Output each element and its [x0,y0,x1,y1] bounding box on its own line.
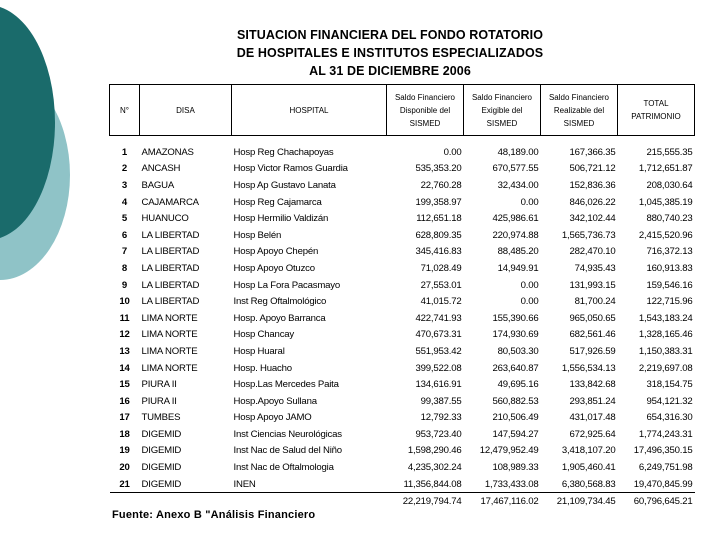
row-disponible: 41,015.72 [420,296,462,308]
row-total: 2,415,520.96 [638,229,693,241]
row-exigible: 0.00 [520,196,539,208]
header-disponible: Saldo Financiero Disponible del SISMED [387,85,464,136]
row-number: 18 [119,428,130,440]
row-number: 12 [119,329,130,341]
table-row [110,161,695,178]
row-disa: AMAZONAS [141,146,194,158]
row-exigible: 1,733,433.08 [484,478,539,490]
row-number: 19 [119,445,130,457]
row-exigible: 0.00 [520,279,539,291]
table-body [110,136,695,493]
row-disa: DIGEMID [141,478,182,490]
total-patrimonio: 60,796,645.21 [618,493,695,510]
row-realizable: 846,026.22 [569,196,616,208]
row-disa: LIMA NORTE [141,362,198,374]
row-disa: LIMA NORTE [141,312,198,324]
row-hospital: Hosp Victor Ramos Guardia [233,163,348,175]
row-exigible: 12,479,952.49 [479,445,539,457]
row-hospital: INEN [233,478,256,490]
row-disa: PIURA II [141,379,177,391]
header-disa: DISA [140,85,232,136]
row-total: 160,913.83 [646,262,693,274]
total-disponible: 22,219,794.74 [387,493,464,510]
table-row [110,277,695,294]
row-total: 716,372.13 [646,246,693,258]
row-disponible: 12,792.33 [420,412,462,424]
total-realizable: 21,109,734.45 [541,493,618,510]
row-hospital: Hosp Reg Chachapoyas [233,146,334,158]
header-hospital: HOSPITAL [232,85,387,136]
table-row [110,244,695,261]
title-line-2: DE HOSPITALES E INSTITUTOS ESPECIALIZADOS [236,46,544,60]
table-row [110,443,695,460]
row-exigible: 560,882.53 [492,395,539,407]
total-exigible: 17,467,116.02 [464,493,541,510]
row-disponible: 27,553.01 [420,279,462,291]
table-header-row [110,85,695,136]
row-total: 318,154.75 [646,379,693,391]
row-hospital: Hosp Reg Cajamarca [233,196,322,208]
row-total: 1,543,183.24 [638,312,693,324]
row-realizable: 293,851.24 [569,395,616,407]
row-realizable: 1,905,460.41 [561,462,616,474]
row-hospital: Hosp Apoyo JAMO [233,412,312,424]
row-hospital: Hosp Ap Gustavo Lanata [233,179,336,191]
row-disponible: 4,235,302.24 [407,462,462,474]
row-exigible: 263,640.87 [492,362,539,374]
row-disa: DIGEMID [141,462,182,474]
row-disa: CAJAMARCA [141,196,199,208]
table-row [110,136,695,161]
table-row [110,376,695,393]
header-exigible: Saldo Financiero Exigible del SISMED [464,85,541,136]
table-row [110,327,695,344]
row-total: 1,328,165.46 [638,329,693,341]
row-hospital: Hosp. Huacho [233,362,292,374]
row-disa: LIMA NORTE [141,329,198,341]
row-realizable: 506,721.12 [569,163,616,175]
header-total: TOTAL PATRIMONIO [618,85,695,136]
table-row [110,227,695,244]
row-realizable: 682,561.46 [569,329,616,341]
row-hospital: Inst Ciencias Neurológicas [233,428,342,440]
header-realizable: Saldo Financiero Realizable del SISMED [541,85,618,136]
row-realizable: 167,366.35 [569,146,616,158]
row-total: 208,030.64 [646,179,693,191]
row-hospital: Hosp.Las Mercedes Paita [233,379,339,391]
row-number: 10 [119,296,130,308]
row-realizable: 74,935.43 [574,262,616,274]
row-total: 215,555.35 [646,146,693,158]
row-disponible: 628,809.35 [415,229,462,241]
row-exigible: 108,989.33 [492,462,539,474]
header-n: N° [110,85,140,136]
row-disponible: 535,353.20 [415,163,462,175]
table-row [110,459,695,476]
row-hospital: Hosp Belén [233,229,282,241]
row-hospital: Hosp Apoyo Otuzco [233,262,315,274]
row-number: 9 [121,279,128,291]
row-number: 3 [121,179,128,191]
row-total: 159,546.16 [646,279,693,291]
row-total: 1,150,383.31 [638,345,693,357]
table-row [110,360,695,377]
row-exigible: 670,577.55 [492,163,539,175]
row-total: 880,740.23 [646,213,693,225]
row-disponible: 422,741.93 [415,312,462,324]
row-exigible: 155,390.66 [492,312,539,324]
row-disa: LA LIBERTAD [141,246,200,258]
table-row [110,393,695,410]
row-exigible: 48,189.00 [497,146,539,158]
row-exigible: 425,986.61 [492,213,539,225]
row-exigible: 174,930.69 [492,329,539,341]
row-number: 1 [121,146,128,158]
row-disponible: 22,760.28 [420,179,462,191]
row-disponible: 99,387.55 [420,395,462,407]
row-exigible: 210,506.49 [492,412,539,424]
row-disponible: 199,358.97 [415,196,462,208]
row-number: 8 [121,262,128,274]
row-hospital: Hosp Apoyo Chepén [233,246,319,258]
row-number: 7 [121,246,128,258]
totals-row [110,493,695,510]
row-hospital: Hosp.Apoyo Sullana [233,395,317,407]
row-number: 16 [119,395,130,407]
row-disa: BAGUA [141,179,175,191]
row-disponible: 345,416.83 [415,246,462,258]
row-total: 1,774,243.31 [638,428,693,440]
row-total: 1,712,651.87 [638,163,693,175]
row-number: 6 [121,229,128,241]
row-hospital: Inst Nac de Salud del Niño [233,445,342,457]
row-number: 5 [121,213,128,225]
row-disponible: 0.00 [443,146,462,158]
row-disponible: 71,028.49 [420,262,462,274]
row-disa: DIGEMID [141,428,182,440]
row-exigible: 32,434.00 [497,179,539,191]
table-row [110,177,695,194]
row-number: 17 [119,412,130,424]
table-row [110,260,695,277]
row-hospital: Hosp Huaral [233,345,285,357]
row-realizable: 131,993.15 [569,279,616,291]
table-row [110,293,695,310]
row-total: 954,121.32 [646,395,693,407]
row-total: 19,470,845.99 [633,478,693,490]
row-realizable: 152,836.36 [569,179,616,191]
row-disponible: 470,673.31 [415,329,462,341]
row-hospital: Hosp. Apoyo Barranca [233,312,326,324]
source-note: Fuente: Anexo B "Análisis Financiero [112,509,316,521]
row-disponible: 953,723.40 [415,428,462,440]
table-row [110,410,695,427]
row-total: 122,715.96 [646,296,693,308]
row-total: 2,219,697.08 [638,362,693,374]
row-realizable: 282,470.10 [569,246,616,258]
row-exigible: 147,594.27 [492,428,539,440]
row-total: 6,249,751.98 [638,462,693,474]
row-realizable: 1,565,736.73 [561,229,616,241]
row-number: 11 [119,312,130,324]
table-row [110,476,695,493]
row-disa: PIURA II [141,395,177,407]
row-realizable: 133,842.68 [569,379,616,391]
row-hospital: Inst Nac de Oftalmologia [233,462,334,474]
row-disa: ANCASH [141,163,181,175]
table-row [110,310,695,327]
table-row [110,343,695,360]
row-exigible: 220,974.88 [492,229,539,241]
row-disa: HUANUCO [141,213,189,225]
row-realizable: 342,102.44 [569,213,616,225]
row-realizable: 1,556,534.13 [561,362,616,374]
row-disponible: 112,651.18 [416,213,462,225]
row-disa: LIMA NORTE [141,345,198,357]
row-realizable: 517,926.59 [569,345,616,357]
row-realizable: 672,925.64 [569,428,616,440]
row-disponible: 11,356,844.08 [403,478,462,490]
row-disa: TUMBES [141,412,181,424]
row-disa: LA LIBERTAD [141,229,200,241]
row-exigible: 80,503.30 [497,345,539,357]
row-disponible: 399,522.08 [415,362,462,374]
row-hospital: Hosp Chancay [233,329,295,341]
row-hospital: Inst Reg Oftalmológico [233,296,327,308]
row-exigible: 0.00 [520,296,539,308]
table-row [110,194,695,211]
row-disa: LA LIBERTAD [141,279,200,291]
row-total: 1,045,385.19 [638,196,693,208]
document-title [200,26,580,80]
title-line-3: AL 31 DE DICIEMBRE 2006 [309,64,471,78]
table-row [110,210,695,227]
row-total: 17,496,350.15 [633,445,693,457]
row-realizable: 431,017.48 [569,412,616,424]
row-disponible: 551,953.42 [415,345,462,357]
row-realizable: 965,050.65 [569,312,616,324]
row-realizable: 6,380,568.83 [561,478,616,490]
row-exigible: 88,485.20 [497,246,539,258]
row-number: 14 [119,362,130,374]
row-realizable: 3,418,107.20 [561,445,616,457]
row-total: 654,316.30 [646,412,693,424]
table-row [110,426,695,443]
financial-table [109,84,695,510]
row-number: 2 [121,163,128,175]
row-disa: DIGEMID [141,445,182,457]
title-line-1: SITUACION FINANCIERA DEL FONDO ROTATORIO [236,28,544,42]
row-number: 13 [119,345,130,357]
row-exigible: 14,949.91 [497,262,539,274]
row-realizable: 81,700.24 [574,296,616,308]
row-hospital: Hosp La Fora Pacasmayo [233,279,341,291]
row-hospital: Hosp Hermilio Valdizán [233,213,329,225]
row-exigible: 49,695.16 [497,379,539,391]
row-number: 15 [119,379,130,391]
row-number: 20 [119,462,130,474]
row-number: 21 [119,478,130,490]
row-disa: LA LIBERTAD [141,296,200,308]
row-disa: LA LIBERTAD [141,262,200,274]
row-disponible: 1,598,290.46 [407,445,462,457]
row-number: 4 [121,196,128,208]
row-disponible: 134,616.91 [415,379,462,391]
